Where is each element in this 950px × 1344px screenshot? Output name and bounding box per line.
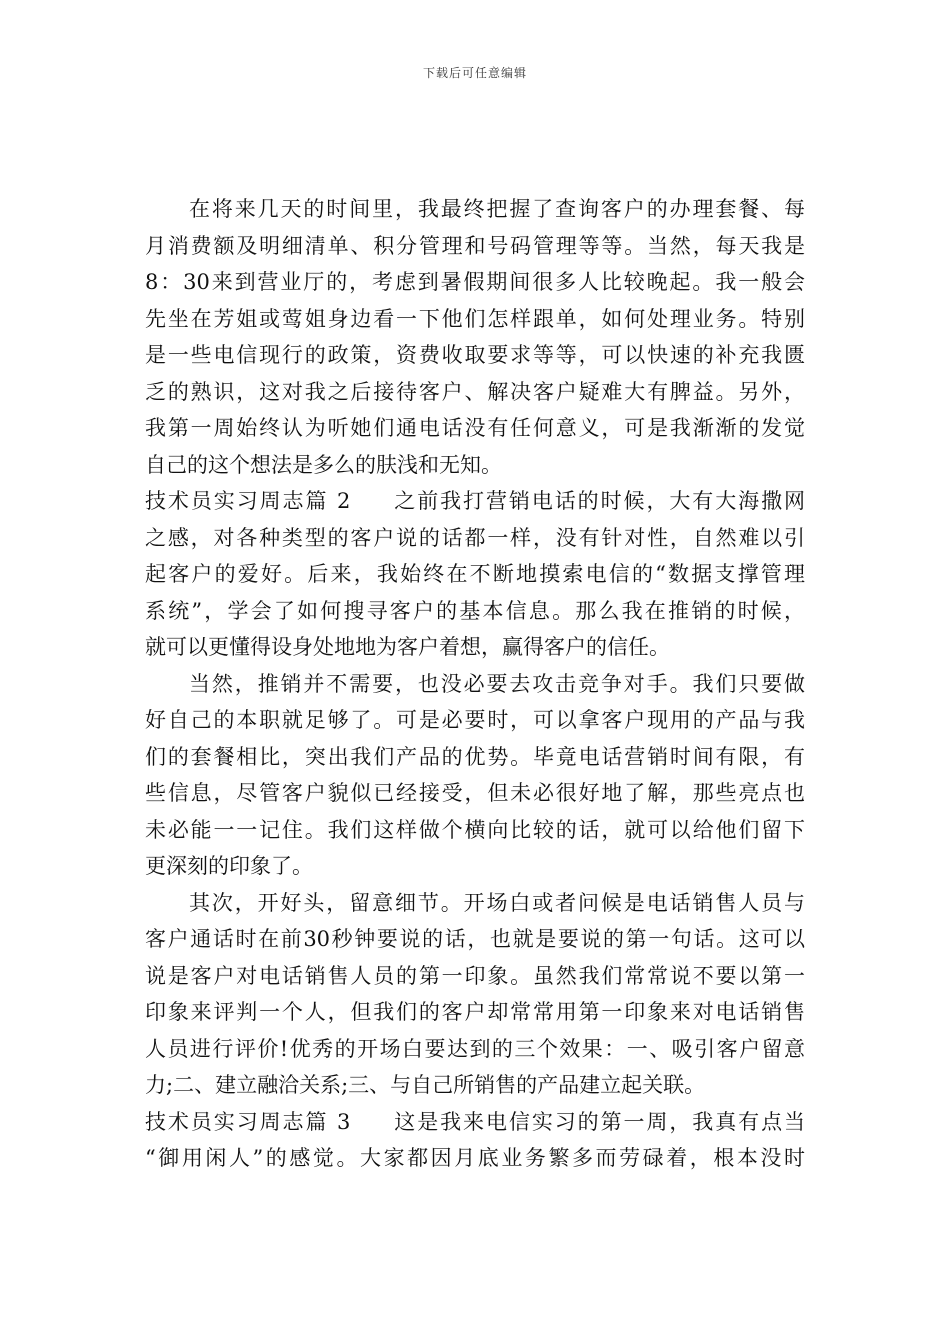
text-line: 就可以更懂得设身处地地为客户着想，赢得客户的信任。 [145, 635, 670, 659]
text-line: 说是客户对电话销售人员的第一印象。虽然我们常常说不要以第一 [145, 963, 805, 988]
text-line: “御用闲人”的感觉。大家都因月底业务繁多而劳碌着，根本没时 [145, 1146, 805, 1170]
text-line: 之感，对各种类型的客户说的话都一样，没有针对性，自然难以引 [145, 525, 805, 550]
heading-line-part2 [145, 483, 805, 520]
page-header-note: 下载后可任意编辑 [422, 66, 527, 80]
text-line: 乏的熟识，这对我之后接待客户、解决客户疑难大有脾益。另外， [145, 379, 805, 404]
heading-line-part3 [145, 1104, 805, 1141]
text-line: 人员进行评价!优秀的开场白要达到的三个效果：一、吸引客户留意 [145, 1036, 805, 1061]
text-line: 先坐在芳姐或莺姐身边看一下他们怎样跟单，如何处理业务。特别 [145, 306, 805, 331]
text-line: 系统”，学会了如何搜寻客户的基本信息。那么我在推销的时候， [145, 598, 805, 623]
text-line: 未必能一一记住。我们这样做个横向比较的话，就可以给他们留下 [145, 817, 805, 842]
text-line: 我第一周始终认为听她们通电话没有任何意义，可是我渐渐的发觉 [145, 416, 805, 440]
text-line: 在将来几天的时间里，我最终把握了查询客户的办理套餐、每 [189, 197, 805, 221]
text-line: 8：30来到营业厅的，考虑到暑假期间很多人比较晚起。我一般会 [145, 270, 805, 294]
text-run: 之前我打营销电话的时候，大有大海撒网 [392, 489, 805, 513]
text-line: 自己的这个想法是多么的肤浅和无知。 [145, 452, 502, 477]
text-line: 客户通话时在前30秒钟要说的话，也就是要说的第一句话。这可以 [145, 927, 805, 951]
document-body [145, 191, 805, 1177]
text-line: 印象来评判一个人，但我们的客户却常常用第一印象来对电话销售 [145, 1000, 805, 1024]
text-line: 们的套餐相比，突出我们产品的优势。毕竟电话营销时间有限，有 [145, 744, 805, 769]
section-heading-part3: 技术员实习周志篇 3 [145, 1109, 351, 1134]
text-line: 当然，推销并不需要，也没必要去攻击竞争对手。我们只要做 [189, 671, 805, 696]
section-heading-part2: 技术员实习周志篇 2 [145, 489, 351, 513]
text-line: 些信息，尽管客户貌似已经接受，但未必很好地了解，那些亮点也 [145, 781, 805, 805]
text-line: 其次，开好头，留意细节。开场白或者问候是电话销售人员与 [189, 890, 805, 915]
text-line: 起客户的爱好。后来，我始终在不断地摸索电信的“数据支撑管理 [145, 562, 805, 586]
text-line: 更深刻的印象了。 [145, 854, 313, 878]
text-line: 是一些电信现行的政策，资费收取要求等等，可以快速的补充我匮 [145, 343, 805, 367]
text-line: 力;二、建立融洽关系;三、与自己所销售的产品建立起关联。 [145, 1073, 706, 1097]
text-run: 这是我来电信实习的第一周，我真有点当 [392, 1109, 805, 1134]
text-line: 好自己的本职就足够了。可是必要时，可以拿客户现用的产品与我 [145, 708, 805, 732]
text-line: 月消费额及明细清单、积分管理和号码管理等等。当然，每天我是 [145, 233, 805, 258]
